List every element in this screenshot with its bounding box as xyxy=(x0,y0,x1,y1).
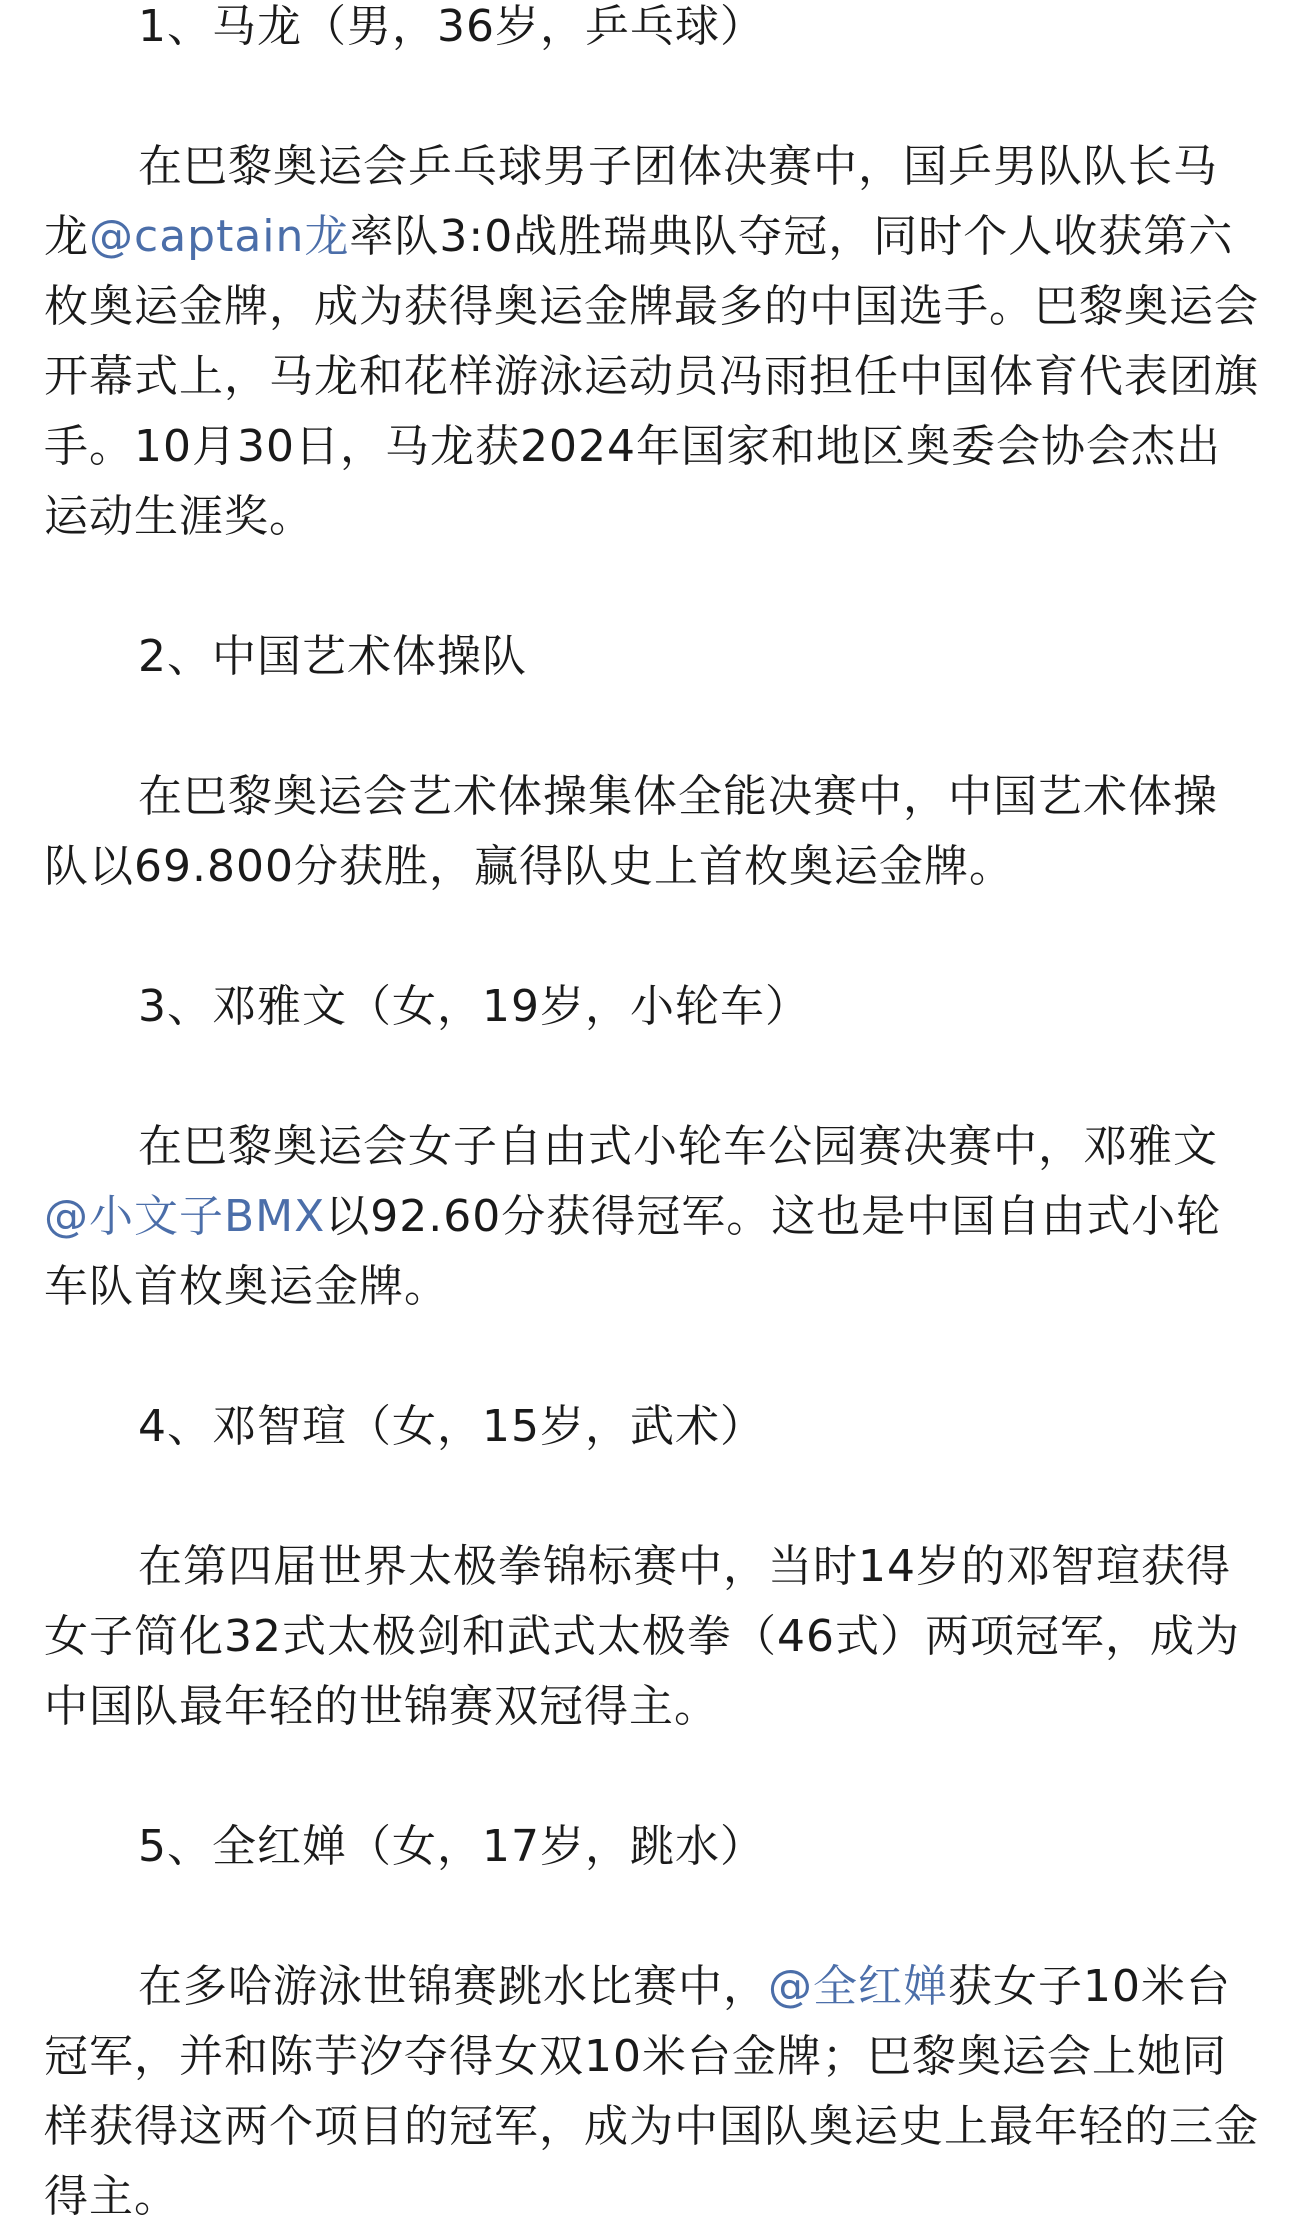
paragraph-spacer xyxy=(44,1882,1260,1952)
text-segment: 获女子10米台冠军，并和陈芋汐夺得女双10米台金牌；巴黎奥运会上她同样获得这两个项目的冠军，成为中国队奥运史上最年轻的三金得主。 xyxy=(44,1961,1259,2222)
body-paragraph xyxy=(44,1952,1260,2232)
user-mention-link[interactable]: @全红婵 xyxy=(768,1961,948,2012)
section-heading xyxy=(44,1812,1260,1882)
body-paragraph xyxy=(44,1532,1260,1742)
user-mention-link[interactable]: @captain龙 xyxy=(89,211,350,262)
text-segment: 在巴黎奥运会艺术体操集体全能决赛中，中国艺术体操队以69.800分获胜，赢得队史上首枚奥运金牌。 xyxy=(44,771,1218,892)
section-heading xyxy=(44,1392,1260,1462)
text-segment: 率队3:0战胜瑞典队夺冠，同时个人收获第六枚奥运金牌，成为获得奥运金牌最多的中国选手。巴黎奥运会开幕式上，马龙和花样游泳运动员冯雨担任中国体育代表团旗手。10月30日，马龙获2024年国家和地区奥委会协会杰出运动生涯奖。 xyxy=(44,211,1259,542)
paragraph-spacer xyxy=(44,1742,1260,1812)
user-mention-link[interactable]: @小文子BMX xyxy=(44,1191,326,1242)
body-paragraph xyxy=(44,762,1260,902)
paragraph-spacer xyxy=(44,692,1260,762)
section-heading xyxy=(44,622,1260,692)
text-segment: 3、邓雅文（女，19岁，小轮车） xyxy=(138,981,810,1032)
section-heading xyxy=(44,0,1260,62)
paragraph-spacer xyxy=(44,62,1260,132)
section-heading xyxy=(44,972,1260,1042)
body-paragraph xyxy=(44,132,1260,552)
paragraph-spacer xyxy=(44,552,1260,622)
text-segment: 在巴黎奥运会乒乓球男子团体决赛中，国乒男队队长马龙 xyxy=(44,141,1218,262)
text-segment: 在多哈游泳世锦赛跳水比赛中， xyxy=(138,1961,768,2012)
paragraph-spacer xyxy=(44,1462,1260,1532)
post-paragraphs xyxy=(44,0,1260,2232)
paragraph-spacer xyxy=(44,902,1260,972)
text-segment: 1、马龙（男，36岁，乒乓球） xyxy=(138,1,765,52)
text-segment: 4、邓智瑄（女，15岁，武术） xyxy=(138,1401,765,1452)
paragraph-spacer xyxy=(44,1322,1260,1392)
text-segment: 在第四届世界太极拳锦标赛中，当时14岁的邓智瑄获得女子简化32式太极剑和武式太极拳（46式）两项冠军，成为中国队最年轻的世锦赛双冠得主。 xyxy=(44,1541,1240,1732)
text-segment: 5、全红婵（女，17岁，跳水） xyxy=(138,1821,765,1872)
text-segment: 以92.60分获得冠军。这也是中国自由式小轮车队首枚奥运金牌。 xyxy=(44,1191,1222,1312)
paragraph-spacer xyxy=(44,1042,1260,1112)
text-segment: 2、中国艺术体操队 xyxy=(138,631,527,682)
text-segment: 在巴黎奥运会女子自由式小轮车公园赛决赛中，邓雅文 xyxy=(138,1121,1218,1172)
body-paragraph xyxy=(44,1112,1260,1322)
